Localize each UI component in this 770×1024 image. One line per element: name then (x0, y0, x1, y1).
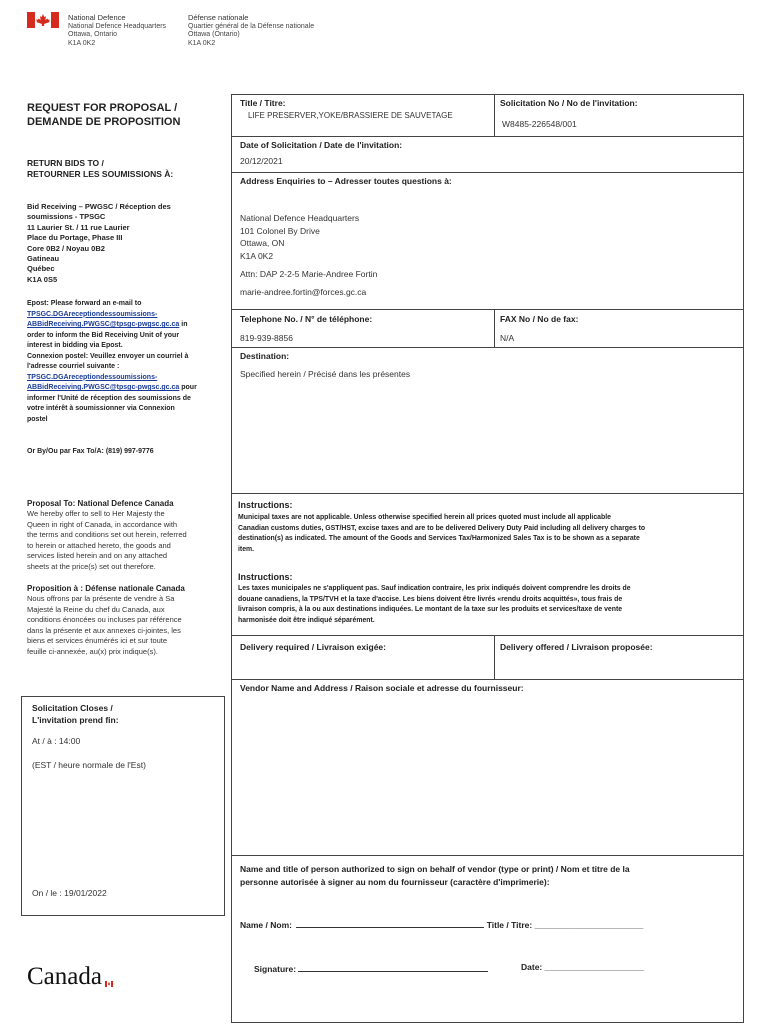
delivery-offered-label: Delivery offered / Livraison proposée: (500, 642, 653, 652)
epost-in: in (179, 321, 188, 328)
connexion-email-link[interactable]: TPSGC.DGAreceptiondessoumissions- (27, 373, 158, 381)
solicitation-closes-title (32, 702, 119, 726)
address-line: K1A 0K2 (240, 250, 274, 261)
proposal-fr-title: Proposition à : Défense nationale Canada (27, 584, 185, 593)
fax-line: Or By/Ou par Fax To/A: (819) 997-9776 (27, 448, 154, 455)
epost-line1: Epost: Please forward an e-mail to (27, 300, 142, 307)
proposal-fr (27, 583, 232, 657)
proposal-en (27, 498, 232, 572)
header-fr-line3: K1A 0K2 (188, 39, 216, 47)
connexion-line5: votre intérêt à soumissionner via Connexion (27, 405, 175, 412)
address-line: 101 Colonel By Drive (240, 225, 320, 236)
fax-value: N/A (500, 333, 515, 343)
epost-line3: order to inform the Bid Receiving Unit of your (27, 331, 180, 339)
proposal-en-line: the terms and conditions set out herein, referred (27, 530, 187, 539)
connexion-line4: informer l'Unité de réception des soumissions de (27, 394, 191, 402)
header-en (68, 14, 166, 48)
epost-line4: interest in bidding via Epost. (27, 342, 123, 349)
wordmark-flag-icon (105, 966, 113, 972)
title-label-2: Title / Titre: (486, 920, 535, 930)
return-bids-title (27, 158, 173, 180)
bid-line: K1A 0S5 (27, 274, 58, 284)
return-bids-fr: RETOURNER LES SOUMISSIONS À: (27, 169, 174, 179)
title-label: Title / Titre: (240, 98, 286, 108)
connexion-line2: l'adresse courriel suivante : (27, 363, 120, 370)
instructions-fr-line: harmonisée doit être indiqué séparément. (238, 616, 375, 624)
authorized-signer-label (240, 863, 740, 889)
address-line: Ottawa, ON (240, 238, 285, 248)
proposal-en-line: to herein or attached hereto, the goods and (27, 540, 171, 550)
connexion-line6: postel (27, 415, 48, 423)
solicitation-no-value: W8485-226548/001 (502, 119, 577, 129)
epost-email-link[interactable]: TPSGC.DGAreceptiondessoumissions- (27, 310, 158, 318)
signature-label: Signature: (254, 964, 297, 974)
signature-field[interactable] (298, 962, 488, 972)
connexion-email-link-cont[interactable]: ABBidReceiving.PWGSC@tpsgc-pwgsc.gc.ca (27, 384, 180, 391)
address-enquiries-label: Address Enquiries to – Adresser toutes questions à: (240, 176, 452, 186)
proposal-en-line: Queen in right of Canada, in accordance with (27, 519, 178, 529)
destination-label: Destination: (240, 351, 290, 361)
connexion-line1: Connexion postel: Veuillez envoyer un courriel à (27, 352, 189, 360)
instructions-en (238, 513, 740, 555)
authorized-line2: personne autorisée à signer au nom du fournisseur (caractère d'imprimerie): (240, 877, 550, 887)
proposal-fr-line: Nous offrons par la présente de vendre à Sa (27, 594, 175, 603)
bid-line: 11 Laurier St. / 11 rue Laurier (27, 222, 130, 232)
rfp-title-en: REQUEST FOR PROPOSAL / (27, 102, 178, 114)
closing-date: On / le : 19/01/2022 (32, 888, 107, 898)
name-row (240, 918, 643, 930)
signature-row (254, 962, 488, 974)
epost-email-link-cont[interactable]: ABBidReceiving.PWGSC@tpsgc-pwgsc.gc.ca (27, 321, 180, 328)
date-solicitation-label: Date of Solicitation / Date de l'invitation: (240, 140, 403, 150)
telephone-value: 819-939-8856 (240, 333, 293, 343)
connexion-pour: pour (179, 384, 197, 391)
bid-line: Gatineau (27, 254, 60, 264)
rfp-title-fr: DEMANDE DE PROPOSITION (27, 116, 181, 128)
fax-label: FAX No / No de fax: (500, 314, 579, 324)
vendor-label: Vendor Name and Address / Raison sociale et adresse du fournisseur: (240, 683, 524, 693)
date-solicitation-value: 20/12/2021 (240, 156, 283, 166)
title-field[interactable]: _______________________ (534, 920, 644, 930)
instructions-en-line: Canadian customs duties, GST/HST, excise taxes and are to be delivered Delivery Duty Paid including all delivery charges to (238, 524, 646, 532)
bid-line: Core 0B2 / Noyau 0B2 (27, 243, 105, 253)
proposal-fr-line: feuille ci-annexée, au(x) prix indique(s). (27, 646, 158, 656)
proposal-fr-line: Majesté la Reine du chef du Canada, aux (27, 604, 165, 614)
canada-flag-icon (27, 12, 59, 28)
header-en-line2: Ottawa, Ontario (68, 31, 118, 38)
header-en-title: National Defence (68, 13, 126, 22)
attn-line: Attn: DAP 2-2-5 Marie-Andree Fortin (240, 269, 378, 279)
canada-wordmark (27, 963, 102, 991)
closing-timezone: (EST / heure normale de l'Est) (32, 760, 146, 770)
rfp-title (27, 101, 180, 129)
address-block (240, 212, 359, 262)
instructions-fr-title: Instructions: (238, 572, 293, 582)
bid-line: Bid Receiving – PWGSC / Réception des (27, 202, 171, 211)
proposal-en-line: sheets at the price(s) set out therefore. (27, 561, 156, 571)
proposal-fr-line: dans la présente et aux annexes ci-jointes, les (27, 625, 181, 635)
header-fr-line1: Quartier général de la Défense nationale (188, 22, 315, 30)
proposal-en-title: Proposal To: National Defence Canada (27, 499, 174, 508)
return-bids-en: RETURN BIDS TO / (27, 158, 104, 168)
instructions-en-line: Municipal taxes are not applicable. Unless otherwise specified herein all prices quoted must include all applicable (238, 514, 611, 521)
bid-line: soumissions - TPSGC (27, 212, 106, 222)
instructions-fr-line: Les taxes municipales ne s'appliquent pas. Sauf indication contraire, les prix indiqués doivent comprendre les droits de (238, 585, 631, 592)
solicitation-no-label: Solicitation No / No de l'invitation: (500, 98, 638, 108)
authorized-line1: Name and title of person authorized to sign on behalf of vendor (type or print) / Nom et titre de la (240, 864, 630, 874)
date-label: Date: (521, 962, 545, 972)
bid-receiving-address (27, 202, 171, 285)
bid-line: Place du Portage, Phase III (27, 233, 123, 243)
name-field[interactable] (296, 918, 484, 928)
proposal-en-line: services listed herein and on any attached (27, 551, 168, 560)
epost-instructions (27, 299, 227, 425)
solicitation-closes-box (21, 696, 225, 916)
proposal-fr-line: conditions énoncées ou incluses par référence (27, 615, 182, 624)
name-label: Name / Nom: (240, 920, 292, 930)
contact-email[interactable]: marie-andree.fortin@forces.gc.ca (240, 287, 367, 297)
destination-value: Specified herein / Précisé dans les présentes (240, 369, 411, 379)
title-value: LIFE PRESERVER,YOKE/BRASSIERE DE SAUVETAGE (248, 111, 453, 120)
canada-wordmark-text: Canada (27, 963, 102, 990)
header-en-line3: K1A 0K2 (68, 39, 96, 47)
date-row (521, 962, 644, 972)
instructions-fr-line: livraison compris, à la ou aux destinations indiquées. Le montant de la taxe sur les produits et services/taxe de vente (238, 606, 623, 613)
instructions-fr (238, 584, 740, 626)
instructions-en-line: destination(s) as indicated. The amount of the Goods and Services Tax/Harmonized Sales Tax is to be shown as a separate (238, 535, 640, 542)
instructions-en-title: Instructions: (238, 500, 293, 510)
header-fr-title: Défense nationale (188, 13, 249, 22)
closing-time: At / à : 14:00 (32, 736, 81, 746)
closes-fr: L'invitation prend fin: (32, 715, 119, 725)
date-field[interactable]: _____________________ (544, 962, 644, 972)
proposal-en-line: We hereby offer to sell to Her Majesty the (27, 509, 165, 518)
header-fr (188, 14, 314, 48)
address-line: National Defence Headquarters (240, 213, 360, 223)
proposal-fr-line: biens et services énumérés ici et sur toute (27, 636, 168, 645)
delivery-required-label: Delivery required / Livraison exigée: (240, 642, 386, 652)
telephone-label: Telephone No. / N° de téléphone: (240, 314, 373, 324)
closes-en: Solicitation Closes / (32, 703, 113, 713)
bid-line: Québec (27, 264, 55, 274)
header-fr-line2: Ottawa (Ontario) (188, 31, 240, 38)
header-en-line1: National Defence Headquarters (68, 22, 167, 30)
instructions-en-line: item. (238, 545, 255, 553)
instructions-fr-line: douane canadiens, la TPS/TVH et la taxe d'accise. Les biens doivent être livrés «rendu droits acquittés», tous frais de (238, 595, 623, 603)
